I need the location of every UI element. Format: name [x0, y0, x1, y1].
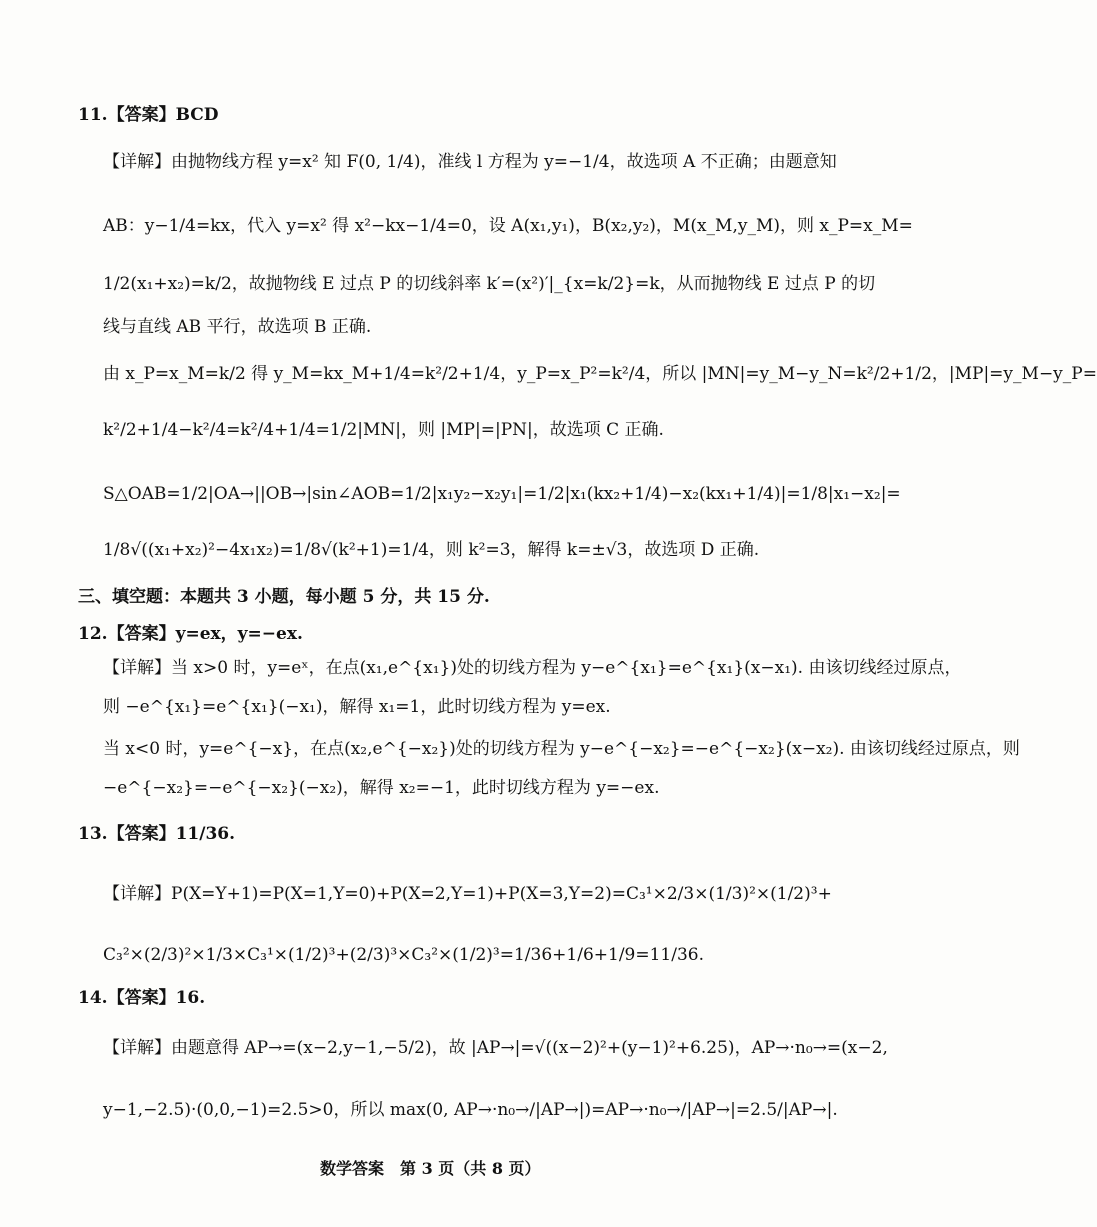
q12-detail-line-1: 【详解】当 x>0 时，y=eˣ，在点(x₁,e^{x₁})处的切线方程为 y−e^{x₁}=e^{x₁}(x−x₁). 由该切线经过原点， — [103, 658, 962, 678]
q12-detail-line-2: 则 −e^{x₁}=e^{x₁}(−x₁)，解得 x₁=1，此时切线方程为 y=ex. — [103, 697, 611, 717]
q11-detail-line-4: 线与直线 AB 平行，故选项 B 正确. — [103, 317, 372, 337]
q12-detail-line-4: −e^{−x₂}=−e^{−x₂}(−x₂)，解得 x₂=−1，此时切线方程为 y=−ex. — [103, 778, 660, 798]
page-footer: 数学答案 第 3 页（共 8 页） — [320, 1159, 541, 1178]
q11-detail-line-2: AB：y−1/4=kx，代入 y=x² 得 x²−kx−1/4=0，设 A(x₁,y₁)，B(x₂,y₂)，M(x_M,y_M)，则 x_P=x_M= — [103, 216, 913, 236]
q13-answer: 13.【答案】11/36. — [78, 824, 236, 844]
q14-detail-line-1: 【详解】由题意得 AP→=(x−2,y−1,−5/2)，故 |AP→|=√((x−2)²+(y−1)²+6.25)，AP→·n₀→=(x−2, — [103, 1038, 888, 1058]
q11-detail-line-3: 1/2(x₁+x₂)=k/2，故抛物线 E 过点 P 的切线斜率 k′=(x²)′|_{x=k/2}=k，从而抛物线 E 过点 P 的切 — [103, 274, 876, 294]
q14-detail-line-2: y−1,−2.5)·(0,0,−1)=2.5>0，所以 max(0, AP→·n₀→/|AP→|)=AP→·n₀→/|AP→|=2.5/|AP→|. — [103, 1100, 838, 1120]
section-three-heading: 三、填空题：本题共 3 小题，每小题 5 分，共 15 分. — [78, 587, 490, 607]
q11-detail-line-1: 【详解】由抛物线方程 y=x² 知 F(0, 1/4)，准线 l 方程为 y=−1/4，故选项 A 不正确；由题意知 — [103, 152, 837, 172]
q13-detail-line-1: 【详解】P(X=Y+1)=P(X=1,Y=0)+P(X=2,Y=1)+P(X=3,Y=2)=C₃¹×2/3×(1/3)²×(1/2)³+ — [103, 884, 832, 904]
q12-answer: 12.【答案】y=ex，y=−ex. — [78, 624, 303, 644]
q14-answer: 14.【答案】16. — [78, 988, 206, 1008]
q11-detail-line-6: k²/2+1/4−k²/4=k²/4+1/4=1/2|MN|，则 |MP|=|PN|，故选项 C 正确. — [103, 420, 664, 440]
q11-answer: 11.【答案】BCD — [78, 105, 219, 125]
q11-detail-line-5: 由 x_P=x_M=k/2 得 y_M=kx_M+1/4=k²/2+1/4，y_P=x_P²=k²/4，所以 |MN|=y_M−y_N=k²/2+1/2，|MP|=y_M−y_P= — [103, 364, 1097, 384]
q11-detail-line-7: S△OAB=1/2|OA→||OB→|sin∠AOB=1/2|x₁y₂−x₂y₁|=1/2|x₁(kx₂+1/4)−x₂(kx₁+1/4)|=1/8|x₁−x₂|= — [103, 484, 901, 504]
q11-detail-line-8: 1/8√((x₁+x₂)²−4x₁x₂)=1/8√(k²+1)=1/4，则 k²=3，解得 k=±√3，故选项 D 正确. — [103, 540, 760, 560]
q12-detail-line-3: 当 x<0 时，y=e^{−x}，在点(x₂,e^{−x₂})处的切线方程为 y−e^{−x₂}=−e^{−x₂}(x−x₂). 由该切线经过原点，则 — [103, 739, 1020, 759]
q13-detail-line-2: C₃²×(2/3)²×1/3×C₃¹×(1/2)³+(2/3)³×C₃²×(1/2)³=1/36+1/6+1/9=11/36. — [103, 945, 705, 965]
